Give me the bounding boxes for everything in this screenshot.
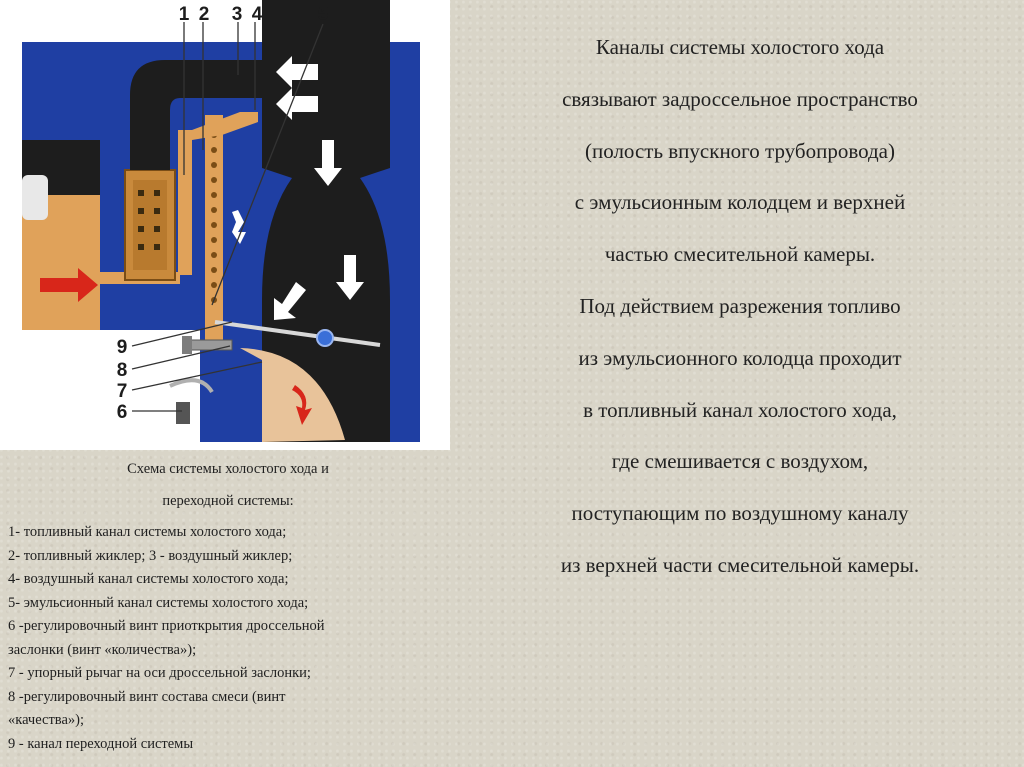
- text-line: связывают задроссельное пространство: [562, 86, 918, 111]
- callout-1: 1: [178, 4, 190, 25]
- legend-line: заслонки (винт «количества»);: [8, 641, 197, 658]
- legend-line: 8 -регулировочный винт состава смеси (винт: [8, 688, 286, 705]
- callout-7: 7: [116, 381, 128, 402]
- text-line: Под действием разрежения топливо: [579, 293, 901, 318]
- legend-line: 2- топливный жиклер; 3 - воздушный жиклер;: [8, 547, 293, 564]
- callout-9: 9: [116, 337, 128, 358]
- idle-system-diagram: [0, 0, 450, 450]
- text-line: из эмульсионного колодца проходит: [578, 345, 902, 370]
- text-line: из верхней части смесительной камеры.: [560, 552, 920, 577]
- caption-subtitle: переходной системы:: [162, 492, 294, 509]
- legend-line: 7 - упорный рычаг на оси дроссельной заслонки;: [8, 665, 311, 681]
- lower-background: [0, 330, 200, 450]
- callout-2: 2: [198, 4, 210, 25]
- text-line: поступающим по воздушному каналу: [571, 501, 909, 526]
- text-line: частью смесительной камеры.: [604, 242, 876, 267]
- text-line: в топливный канал холостого хода,: [583, 397, 897, 422]
- quality-screw: [186, 340, 232, 350]
- callout-4: 4: [251, 4, 263, 25]
- callout-5: 5: [317, 4, 329, 25]
- throttle-axis: [317, 330, 333, 346]
- callout-8: 8: [116, 360, 128, 381]
- legend-line: 9 - канал переходной системы: [8, 735, 194, 752]
- caption-legend: [8, 521, 448, 756]
- idle-fuel-channel: [178, 130, 192, 275]
- diagram-svg: [0, 0, 450, 450]
- legend-line: «качества»);: [8, 712, 84, 728]
- text-line: где смешивается с воздухом,: [611, 449, 869, 474]
- caption-title: Схема системы холостого хода и: [127, 461, 329, 477]
- figure-caption: [8, 452, 448, 756]
- legend-line: 4- воздушный канал системы холостого хода;: [8, 571, 289, 587]
- callout-3: 3: [231, 4, 243, 25]
- legend-line: 5- эмульсионный канал системы холостого хода;: [8, 594, 309, 611]
- text-line: с эмульсионным колодцем и верхней: [574, 190, 906, 215]
- float: [22, 175, 48, 220]
- quality-screw-head: [182, 336, 192, 354]
- explanation-text: [470, 22, 1010, 592]
- quantity-screw: [176, 402, 190, 424]
- text-line: Каналы системы холостого хода: [595, 35, 885, 59]
- callout-6: 6: [116, 402, 128, 423]
- text-line: (полость впускного трубопровода): [584, 138, 895, 163]
- legend-line: 6 -регулировочный винт приоткрытия дроссельной: [8, 618, 325, 634]
- legend-line: 1- топливный канал системы холостого хода;: [8, 524, 287, 540]
